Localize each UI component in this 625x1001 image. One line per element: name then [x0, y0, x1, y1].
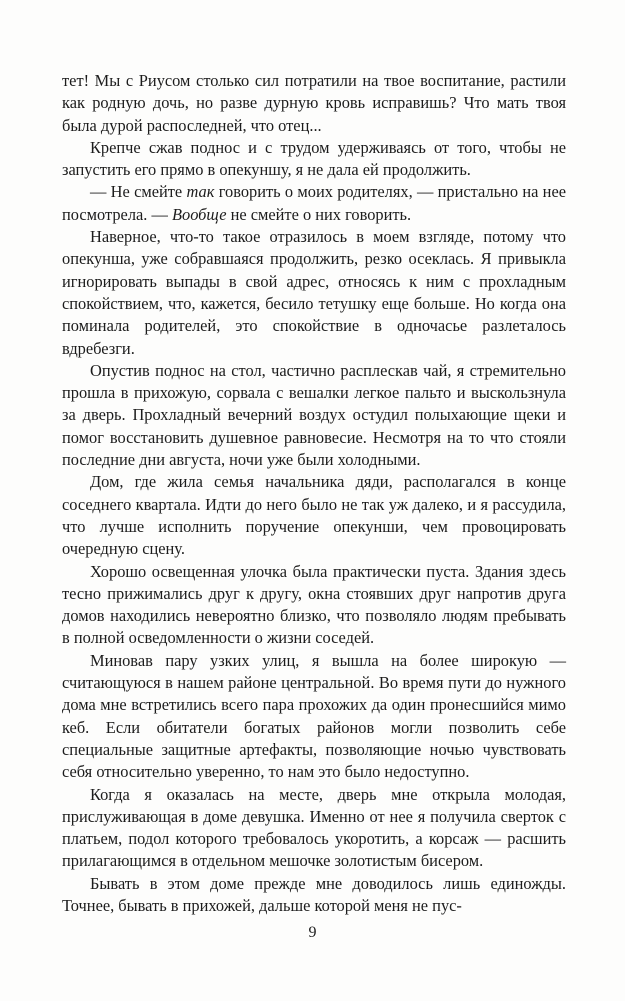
paragraph [62, 137, 566, 182]
text-run: Наверное, что-то такое отразилось в моем взгляде, потому что опекунша, уже собравшаяся продолжить, резко осеклась. Я привыкла игнорировать выпады в свой адрес, относясь к ним с прохладным спокойствием, что, кажется, бесило тетушку еще больше. Но когда она поминала родителей, это спокойствие в одночасье разлеталось вдребезги. [62, 227, 566, 358]
text-run: тет! Мы с Риусом столько сил потратили на твое воспитание, растили как родную дочь, но разве дурную кровь исправишь? Что мать твоя была дурой распоследней, что отец... [62, 71, 566, 135]
text-run: Дом, где жила семья начальника дяди, располагался в конце соседнего квартала. Идти до него было не так уж далеко, и я рассудила, что лучше исполнить поручение опекунши, чем провоцировать очередную сцену. [62, 472, 566, 559]
paragraph [62, 181, 566, 226]
paragraph [62, 784, 566, 873]
text-run: не смейте о них говорить. [226, 204, 412, 224]
text-run: — Не смейте [90, 182, 187, 202]
paragraph [62, 561, 566, 650]
text-run: говорить о моих родителях, — пристально на нее посмотрела. — [62, 182, 566, 224]
text-run: Бывать в этом доме прежде мне доводилось лишь единожды. Точнее, бывать в прихожей, дальше которой меня не пус- [62, 873, 566, 915]
text-run: Крепче сжав поднос и с трудом удерживаясь от того, чтобы не запустить его прямо в опекуншу, я не дала ей продолжить. [62, 137, 566, 180]
text-run: Когда я оказалась на месте, дверь мне открыла молодая, прислуживающая в доме девушка. Именно от нее я получила сверток с платьем, подол которого требовалось укоротить, а корсаж — расшить прилагающимся в отдельном мешочке золотистым бисером. [62, 784, 566, 871]
body-text [62, 70, 566, 917]
paragraph [62, 226, 566, 360]
text-run: Хорошо освещенная улочка была практически пуста. Здания здесь тесно прижимались друг к другу, окна стоявших друг напротив друга домов находились невероятно близко, что позволяло людям пребывать в полной осведомленности о жизни соседей. [62, 561, 566, 648]
italic-text-run: Вообще [171, 204, 227, 224]
paragraph [62, 471, 566, 560]
page-number: 9 [308, 924, 317, 941]
paragraph [62, 360, 566, 471]
paragraph [62, 70, 566, 137]
text-run: Миновав пару узких улиц, я вышла на более широкую — считающуюся в нашем районе центральной. Во время пути до нужного дома мне встретились всего пара прохожих да один пронесшийся мимо кеб. Если обитатели богатых районов могли позволить себе специальные защитные артефакты, позволяющие ночью чувствовать себя относительно уверенно, то нам это было недоступно. [62, 650, 566, 782]
paragraph [62, 650, 566, 784]
paragraph [62, 873, 566, 918]
italic-text-run: так [186, 182, 215, 202]
text-run: Опустив поднос на стол, частично расплескав чай, я стремительно прошла в прихожую, сорвала с вешалки легкое пальто и выскользнула за дверь. Прохладный вечерний воздух остудил полыхающие щеки и помог восстановить душевное равновесие. Несмотря на то что стояли последние дни августа, ночи уже были холодными. [62, 360, 566, 470]
